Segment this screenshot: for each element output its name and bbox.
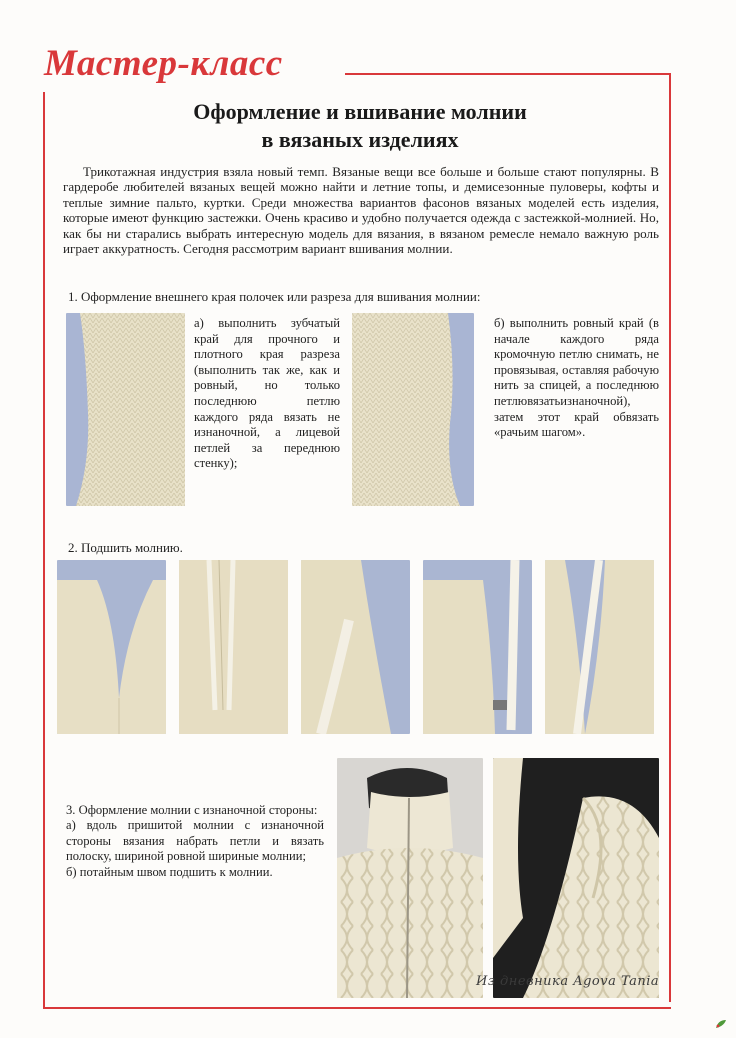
photo-zipper-step-1: [57, 560, 166, 734]
photo-jagged-edge: [66, 313, 185, 506]
page-title: [110, 98, 610, 154]
frame-bottom-line: [43, 1007, 671, 1009]
step3-text: [66, 803, 324, 880]
photo-zipper-step-2: [179, 560, 288, 734]
brand-title: Мастер-класс: [44, 43, 283, 84]
photo-sweater-front: [337, 758, 483, 998]
step2-heading: 2. Подшить молнию.: [68, 540, 183, 555]
photo-zipper-step-3: [301, 560, 410, 734]
frame-top-line: [345, 73, 671, 75]
title-line-1: Оформление и вшивание молнии: [193, 99, 527, 124]
title-line-2: в вязаных изделиях: [261, 127, 459, 152]
step3-a-text: а) вдоль пришитой молнии с изнаночной стороны вязания набрать петли и вязать полоску, шириной ровной шириные молнии;: [66, 818, 324, 864]
watermark-signature: Из дневника Agova Tania: [476, 974, 660, 989]
step3-heading: 3. Оформление молнии с изнаночной стороны:: [66, 803, 318, 817]
step3-b-text: б) потайным швом подшить к молнии.: [66, 864, 273, 879]
frame-right-line: [669, 74, 671, 1002]
step1-heading: 1. Оформление внешнего края полочек или разреза для вшивания молнии:: [68, 289, 481, 304]
leaf-icon: [716, 1020, 726, 1028]
photo-zipper-step-5: [545, 560, 654, 734]
photo-sweater-collar: [493, 758, 659, 998]
frame-left-line: [43, 92, 45, 1009]
intro-paragraph: Трикотажная индустрия взяла новый темп. Вязаные вещи все больше и больше стают популярны. В гардеробе любителей вязаных вещей можно найти и летние топы, и демисезонные пуловеры, кофты и теплые зимние пальто, куртки. Среди множества вариантов фасонов вязаных моделей есть изделия, которые имеют функцию застежки. Очень красиво и удобно получается одежда с застежкой-молнией. Но, как бы ни старались выбрать интересную модель для вязания, в вязаном ремесле немало важную роль играет аккуратность. Сегодня рассмотрим вариант вшивания молнии.: [63, 164, 659, 257]
photo-zipper-step-4: [423, 560, 532, 734]
step1-a-text: а) выполнить зубчатый край для прочного и плотного края разреза (выполнить так же, как и ровный, но только последнюю петлю каждого ряда вязать не изнаночной, а лицевой петлей за переднюю стенку);: [194, 316, 340, 471]
photo-straight-edge: [352, 313, 474, 506]
step1-b-text: б) выполнить ровный край (в начале каждого ряда кромочную петлю снимать, не провязывая, оставляя рабочую нить за спицей, а последнюю петлювязатьизнаночной), затем этот край обвязать «рачьим шагом».: [494, 316, 659, 440]
